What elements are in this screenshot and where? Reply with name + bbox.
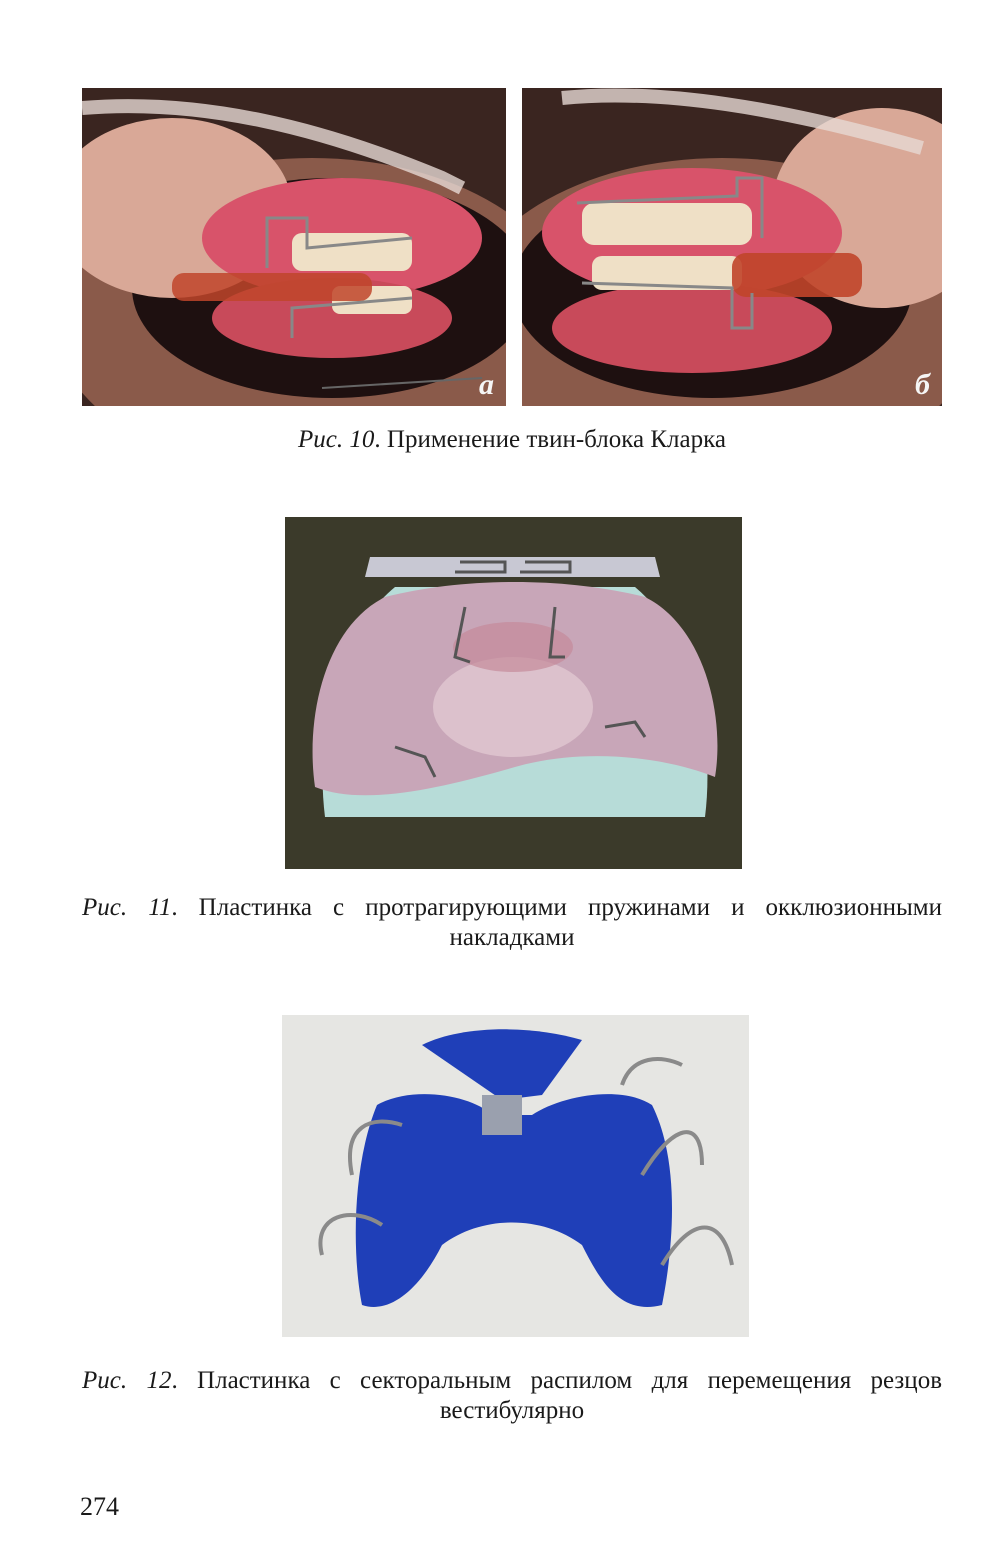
- fig12-photo: [282, 1015, 749, 1337]
- fig12-caption: [82, 1366, 942, 1426]
- fig12-caption-text: . Пластинка с секторальным распилом для перемещения резцов вестибулярно: [171, 1367, 942, 1424]
- fig10-caption-label: Рис. 10: [298, 426, 375, 453]
- fig10-photo-b: [522, 88, 942, 406]
- panel-letter-b: б: [915, 368, 930, 401]
- fig11-photo: [285, 517, 742, 869]
- fig10-caption-text: . Применение твин-блока Кларка: [374, 426, 726, 453]
- fig12-caption-label: Рис. 12: [82, 1367, 172, 1394]
- page-number: 274: [80, 1492, 119, 1521]
- fig10-photo-a: [82, 88, 506, 406]
- fig11-caption-text: . Пластинка с протрагирующими пружинами и окклюзионными накладками: [171, 894, 942, 951]
- fig10-caption: [82, 425, 942, 455]
- fig11-caption: [82, 893, 942, 953]
- fig11-caption-label: Рис. 11: [82, 894, 172, 921]
- panel-letter-a: а: [479, 368, 494, 401]
